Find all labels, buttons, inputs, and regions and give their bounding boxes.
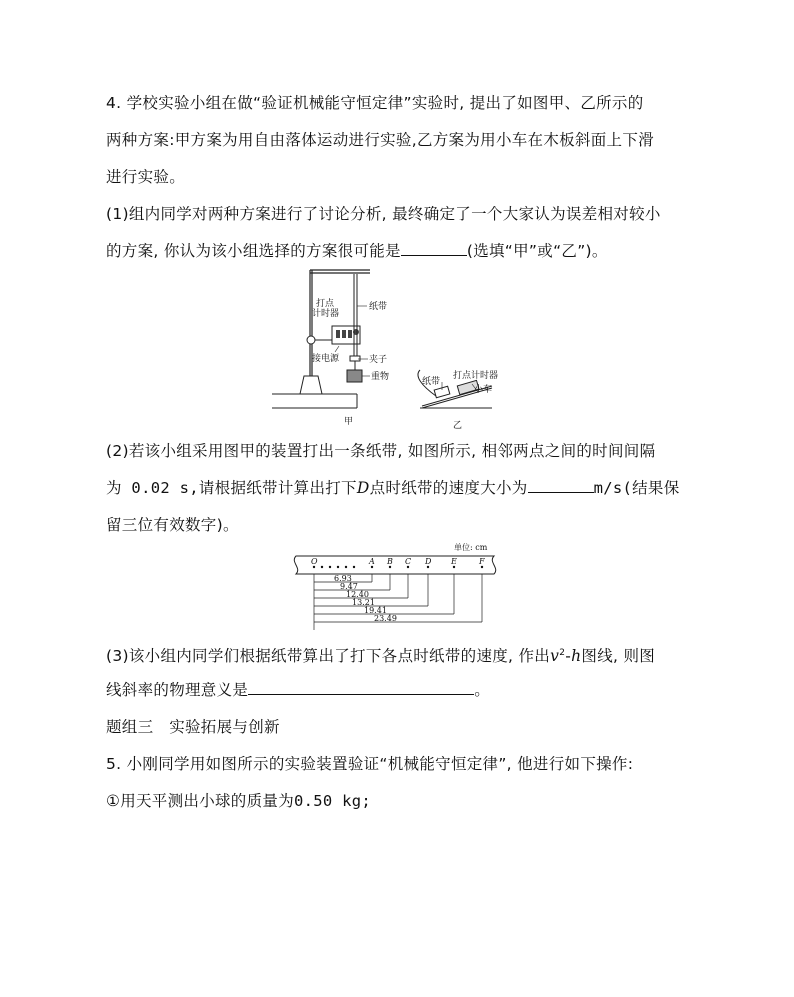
q4-part2-text-a: 为 0.02 s,请根据纸带计算出打下: [106, 479, 357, 497]
label-jishiqi: 计时器: [312, 309, 340, 319]
q4-part1-text-a: 的方案, 你认为该小组选择的方案很可能是: [106, 242, 401, 260]
q4-intro-line1: 4. 学校实验小组在做“验证机械能守恒定律”实验时, 提出了如图甲、乙所示的: [106, 94, 644, 112]
q4-part3-text-b: 图线, 则图: [581, 647, 656, 666]
table-shape: [272, 394, 357, 408]
weight-block: [347, 370, 362, 382]
q5-mass-value: 0.50 kg;: [294, 792, 372, 810]
q4-part2-line2: [106, 477, 680, 499]
label-jiedianyuan: 接电源: [312, 354, 340, 364]
paper-tape-figure: [288, 540, 508, 632]
point-b: B: [387, 557, 393, 566]
caption-yi: 乙: [453, 421, 463, 431]
answer-blank-3[interactable]: [248, 680, 474, 695]
label-zhidai-2: 纸带: [422, 377, 441, 387]
answer-blank-1[interactable]: [401, 241, 467, 256]
distance-oa: 6.93: [334, 574, 352, 583]
caption-jia: 甲: [344, 417, 354, 427]
q4-part2-text-c: m/s(结果保: [593, 479, 680, 497]
q4-part2-line3: 留三位有效数字)。: [106, 516, 239, 534]
distance-od: 13.21: [352, 598, 375, 607]
q4-part3-line2: [106, 679, 490, 701]
label-zhidai: 纸带: [369, 302, 388, 312]
q4-part2-text-b: 点时纸带的速度大小为: [369, 479, 528, 497]
q5-line2: [106, 790, 371, 812]
dash-symbol: -: [565, 647, 572, 666]
section-title: 题组三 实验拓展与创新: [106, 718, 280, 736]
point-d: D: [425, 557, 432, 566]
label-dadianjishiqi: 打点计时器: [453, 371, 499, 381]
point-o: O: [311, 557, 318, 566]
q4-part3-text-c: 线斜率的物理意义是: [106, 681, 249, 699]
point-d-symbol: D: [356, 479, 370, 497]
distance-ob: 9.47: [340, 582, 358, 591]
v-symbol: v: [550, 647, 560, 666]
v-squared-sup: 2: [559, 648, 566, 658]
q4-part1-text-b: (选填“甲”或“乙”)。: [466, 242, 608, 260]
distance-oe: 19.41: [364, 606, 387, 615]
q4-intro-line3: 进行实验。: [106, 168, 186, 186]
q4-intro-line2: 两种方案:甲方案为用自由落体运动进行实验,乙方案为用小车在木板斜面上下滑: [106, 131, 654, 149]
q4-part3-text-d: 。: [474, 681, 491, 699]
point-e: E: [451, 557, 457, 566]
label-jiazi: 夹子: [369, 355, 388, 365]
q4-part3-text-a: (3)该小组内同学们根据纸带算出了打下各点时纸带的速度, 作出: [106, 647, 551, 666]
label-dadian: 打点: [316, 299, 335, 309]
point-c: C: [405, 557, 412, 566]
q4-part2-line1: (2)若该小组采用图甲的装置打出一条纸带, 如图所示, 相邻两点之间的时间间隔: [106, 442, 656, 460]
q5-line1: 5. 小刚同学用如图所示的实验装置验证“机械能守恒定律”, 他进行如下操作:: [106, 755, 634, 773]
h-symbol: h: [571, 647, 582, 666]
q4-part3-line1: [106, 642, 655, 667]
distance-of: 23.49: [374, 614, 397, 623]
label-xiaoche: 小车: [474, 385, 493, 395]
stand-base: [300, 376, 322, 394]
point-f: F: [479, 557, 485, 566]
label-zhongwu: 重物: [371, 372, 390, 382]
answer-blank-2[interactable]: [528, 478, 594, 493]
point-a: A: [369, 557, 375, 566]
q5-text-a: ①用天平测出小球的质量为: [106, 792, 294, 810]
q4-part1-line1: (1)组内同学对两种方案进行了讨论分析, 最终确定了一个大家认为误差相对较小: [106, 205, 661, 223]
distance-oc: 12.40: [346, 590, 369, 599]
tape-unit-label: 单位: cm: [454, 543, 488, 552]
q4-part1-line2: [106, 240, 608, 262]
apparatus-figure: [272, 266, 502, 434]
